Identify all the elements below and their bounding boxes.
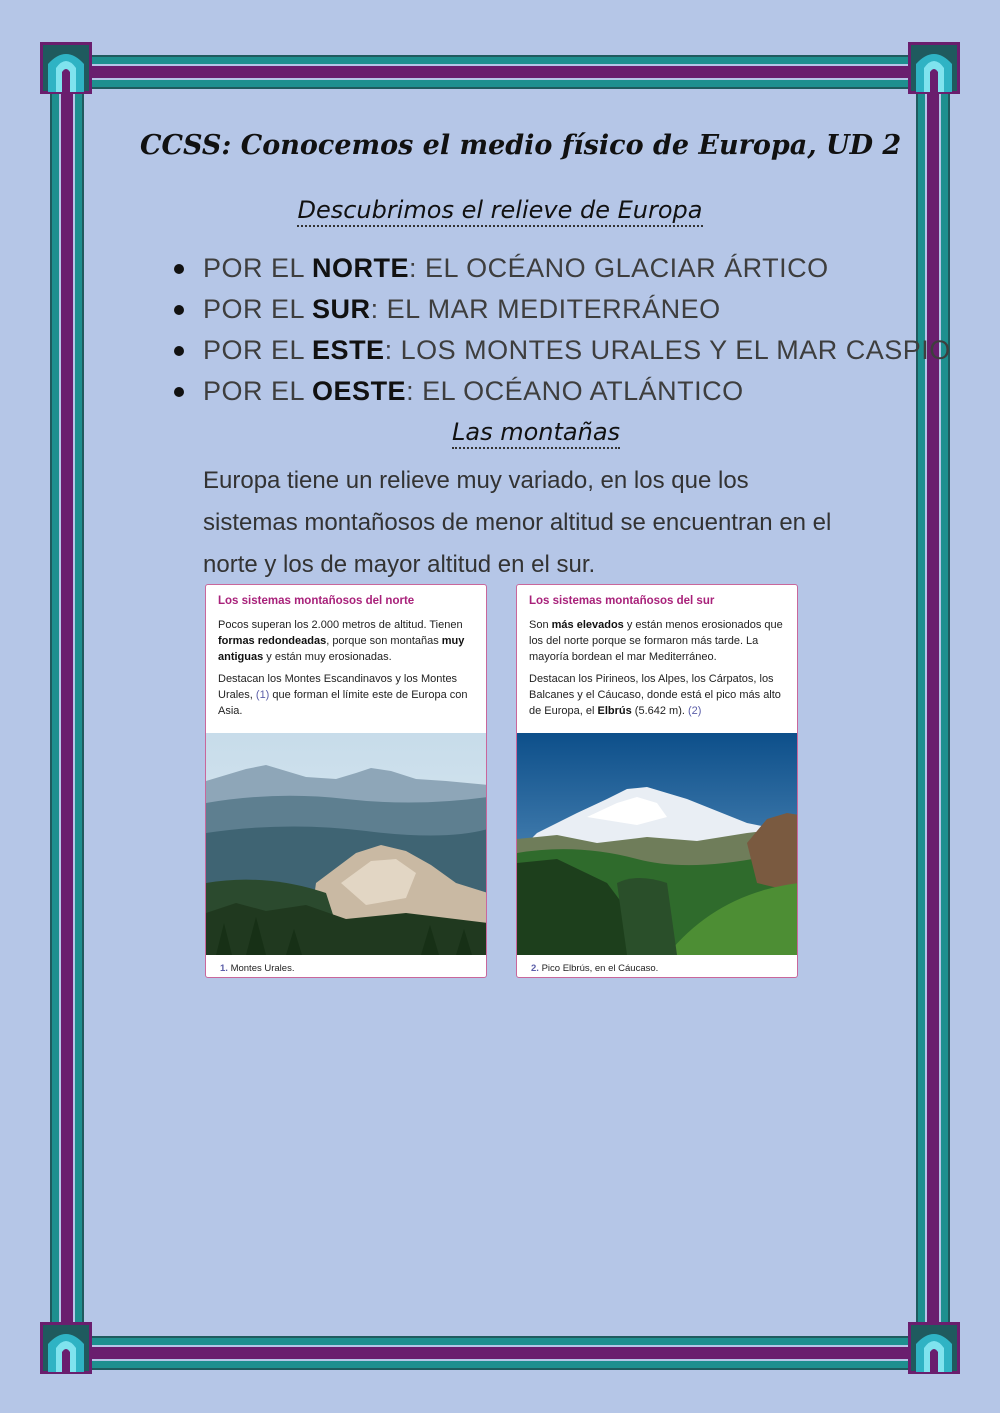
card-heading: Los sistemas montañosos del norte	[218, 595, 415, 607]
bullet-icon	[174, 305, 184, 315]
frame-left-bar	[50, 60, 84, 1353]
section-title-text: Las montañas	[452, 418, 620, 449]
caption-text: Pico Elbrús, en el Cáucaso.	[538, 963, 659, 974]
text-run: (5.642 m).	[631, 705, 688, 717]
bullet-icon	[174, 264, 184, 274]
border-keyword: ESTE	[312, 335, 385, 365]
elbrus-photo	[517, 733, 798, 955]
text-bold: más elevados	[551, 619, 624, 631]
text-run: Pocos superan los 2.000 metros de altitud. Tienen	[218, 619, 463, 631]
urales-photo	[206, 733, 487, 955]
frame-bottom-bar	[60, 1336, 940, 1370]
frame-corner-top-right	[908, 42, 960, 94]
text-bold: muy antiguas	[218, 635, 465, 663]
intro-paragraph: Europa tiene un relieve muy variado, en los que los sistemas montañosos de menor altitud se encuentran en el norte y los de mayor altitud en el sur.	[203, 467, 832, 578]
card-heading: Los sistemas montañosos del sur	[529, 595, 715, 607]
figure-reference: (2)	[687, 705, 702, 717]
borders-list	[170, 248, 951, 412]
text-run: Son	[529, 619, 552, 631]
figure-reference: (1)	[255, 689, 270, 701]
border-item-east	[170, 330, 951, 371]
card-paragraph-1	[218, 617, 480, 665]
bullet-icon	[174, 346, 184, 356]
card-caption	[531, 963, 658, 974]
border-rest: : EL OCÉANO GLACIAR ÁRTICO	[409, 253, 829, 283]
border-prefix: POR EL	[203, 376, 313, 406]
border-keyword: NORTE	[312, 253, 410, 283]
border-keyword: SUR	[312, 294, 371, 324]
caption-number: 2.	[531, 963, 539, 974]
card-paragraph-2	[529, 671, 791, 719]
card-south-mountains	[516, 584, 798, 978]
text-run: y están menos erosionados que los del norte porque se formaron más tarde. La mayoría bordean el mar Mediterráneo.	[529, 619, 783, 663]
card-caption	[220, 963, 294, 974]
caption-number: 1.	[220, 963, 228, 974]
frame-corner-bottom-right	[908, 1322, 960, 1374]
text-bold: Elbrús	[597, 705, 632, 717]
text-run: , porque son montañas	[326, 635, 442, 647]
card-paragraph-1	[529, 617, 791, 665]
text-run: Destacan los Montes Escandinavos y los Montes Urales,	[218, 673, 458, 701]
text-bold: formas redondeadas	[218, 635, 327, 647]
border-prefix: POR EL	[203, 253, 313, 283]
page-subtitle-text: Descubrimos el relieve de Europa	[297, 196, 702, 227]
page-title: CCSS: Conocemos el medio físico de Europa, UD 2	[140, 130, 902, 161]
caption-text: Montes Urales.	[227, 963, 295, 974]
text-run: Destacan los Pirineos, los Alpes, los Cárpatos, los Balcanes y el Cáucaso, donde está el pico más alto de Europa, el	[529, 673, 781, 717]
border-item-north	[170, 248, 951, 289]
border-prefix: POR EL	[203, 335, 313, 365]
page-subtitle	[0, 196, 1000, 224]
card-north-mountains	[205, 584, 487, 978]
text-run: y están muy erosionadas.	[263, 651, 392, 663]
border-item-west	[170, 371, 951, 412]
frame-corner-bottom-left	[40, 1322, 92, 1374]
frame-top-bar	[60, 55, 940, 89]
border-rest: : EL MAR MEDITERRÁNEO	[370, 294, 721, 324]
border-rest: : EL OCÉANO ATLÁNTICO	[406, 376, 744, 406]
card-paragraph-2	[218, 671, 480, 719]
border-keyword: OESTE	[312, 376, 407, 406]
border-rest: : LOS MONTES URALES Y EL MAR CASPIO	[384, 335, 951, 365]
frame-corner-top-left	[40, 42, 92, 94]
section-title	[452, 418, 620, 446]
border-item-south	[170, 289, 951, 330]
border-prefix: POR EL	[203, 294, 313, 324]
bullet-icon	[174, 387, 184, 397]
text-run: que forman el límite este de Europa con Asia.	[218, 689, 468, 717]
